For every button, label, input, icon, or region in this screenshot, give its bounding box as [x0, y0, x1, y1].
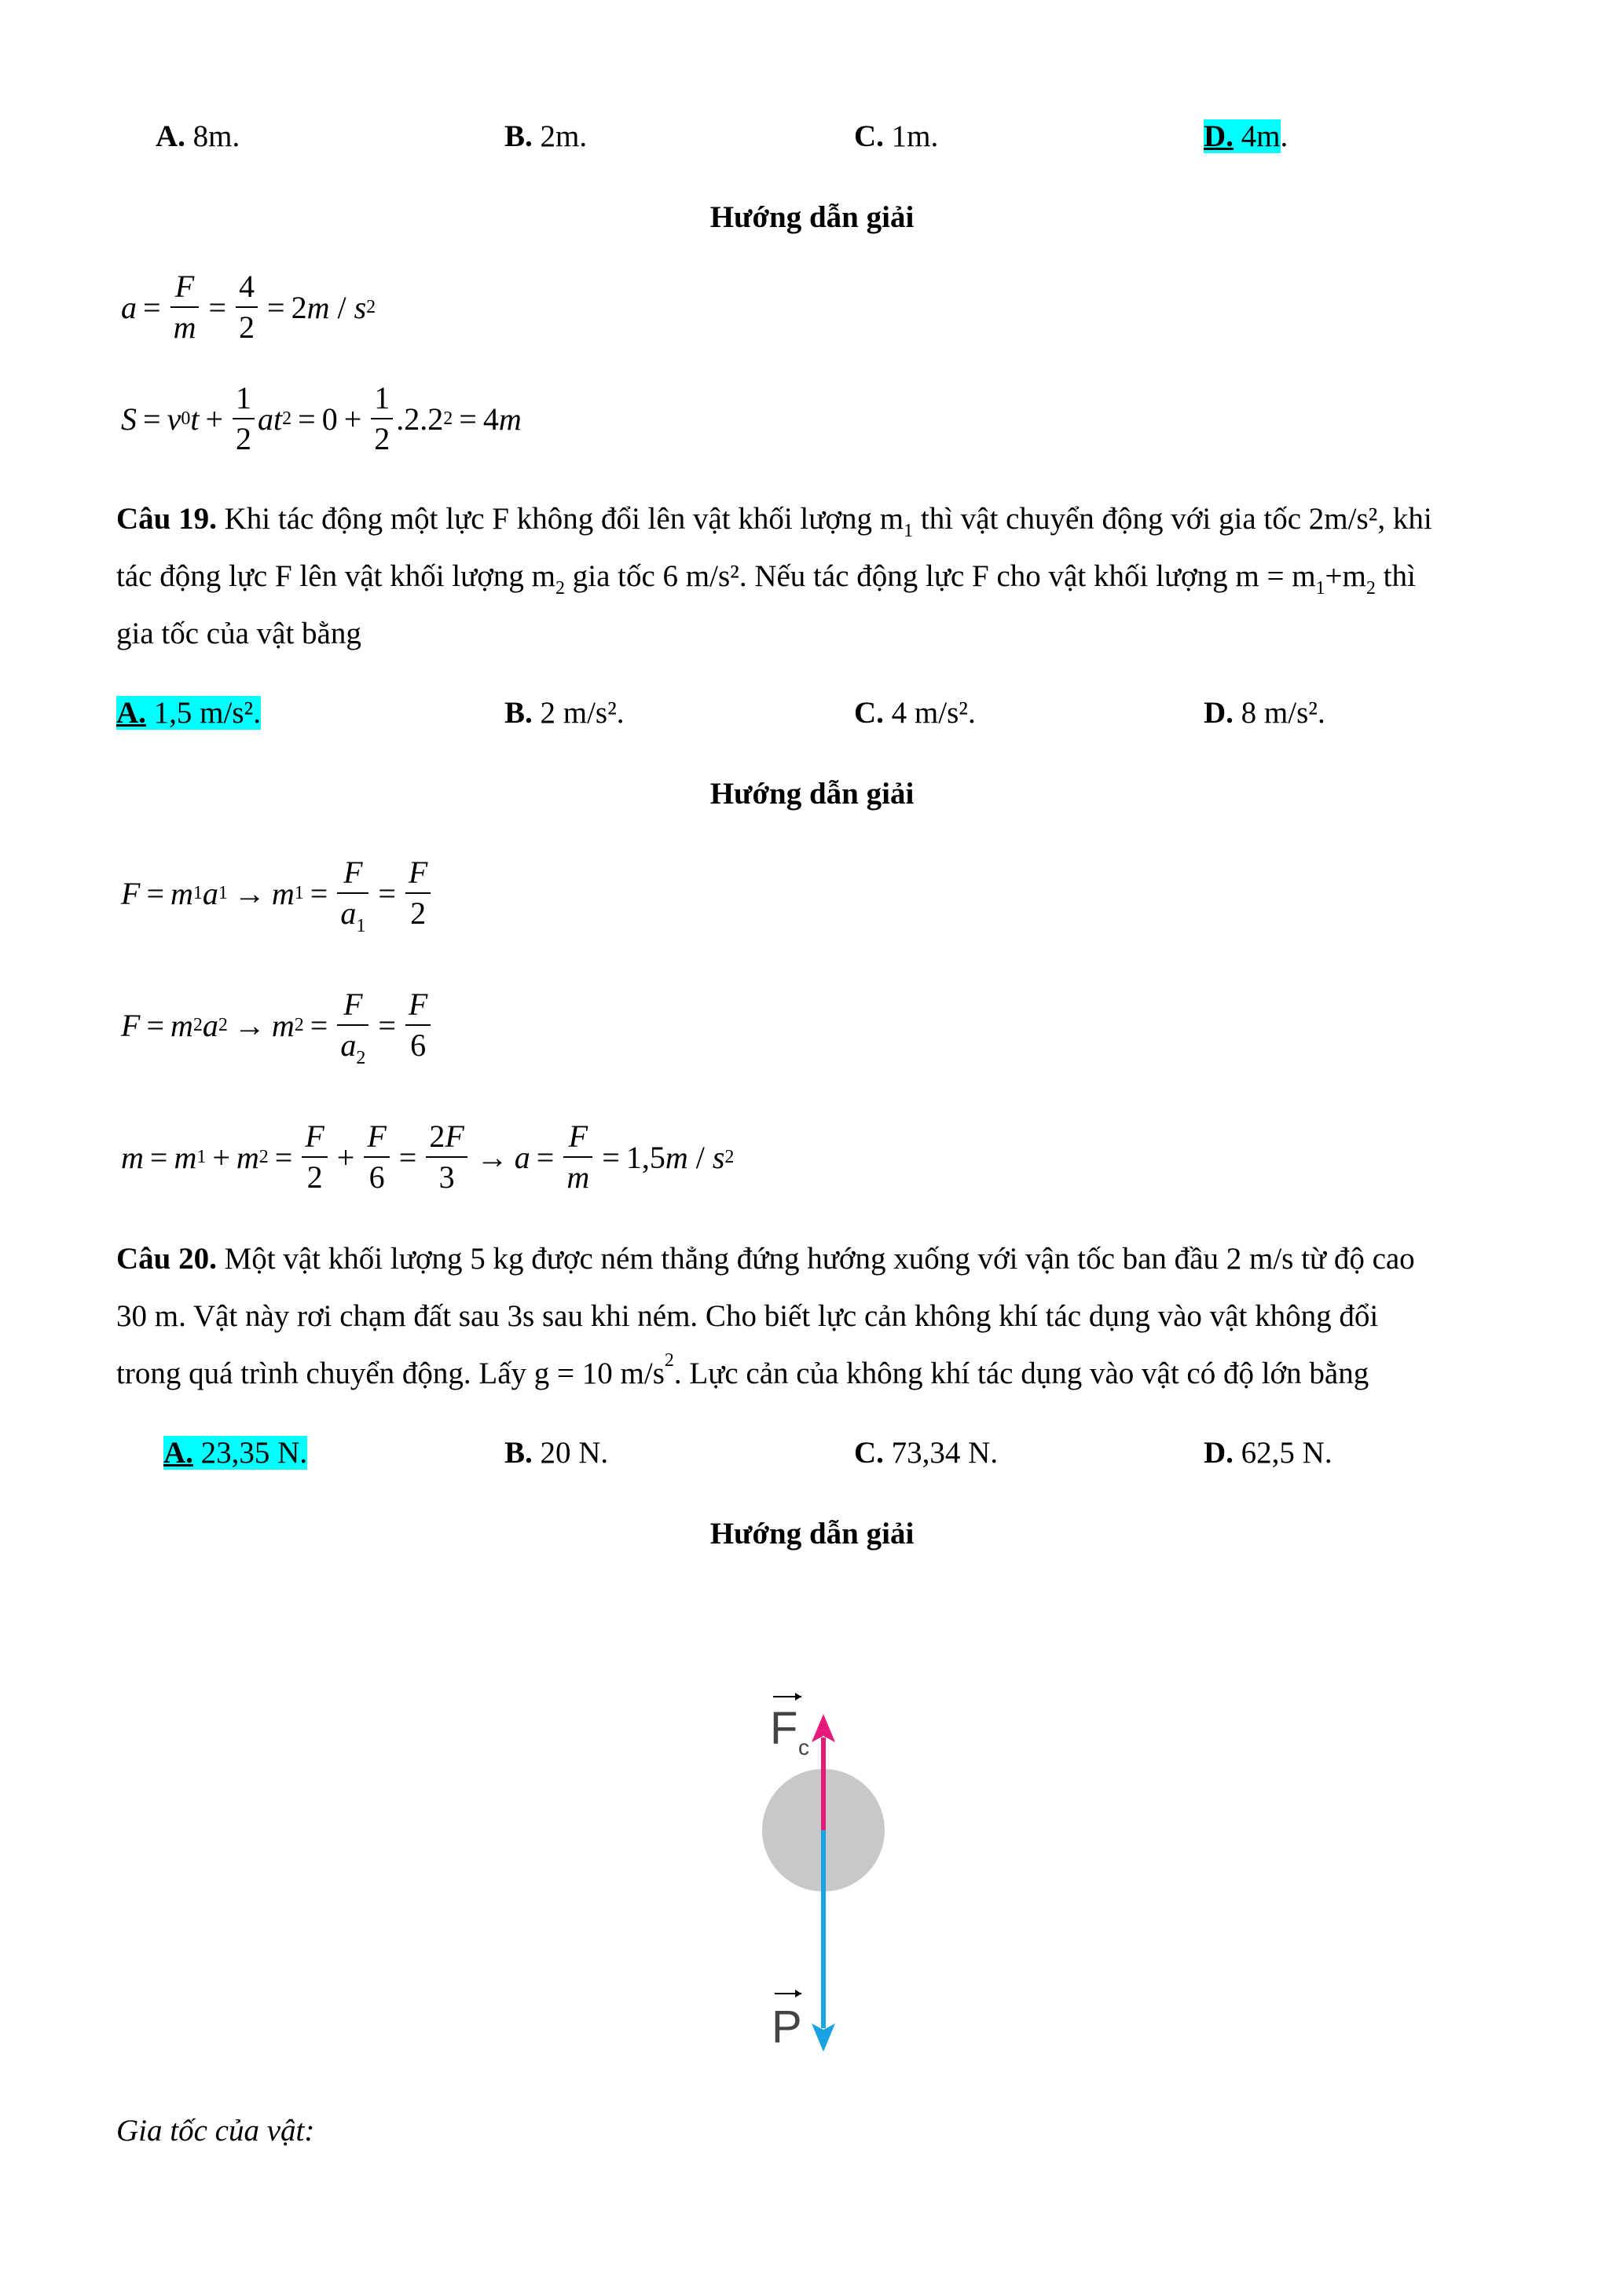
- q20-solution-heading: Hướng dẫn giải: [709, 1517, 915, 1551]
- q18-solution-heading: Hướng dẫn giải: [709, 200, 915, 234]
- q19-option-b: B. 2 m/s².: [504, 696, 625, 730]
- formula-acceleration: a = $\frac{F}{m}$ = $\frac{4}{2}$ = 2 m / s 2: [121, 269, 376, 345]
- formula-m1: F = m 1 a 1 → m 1 = $\frac{F}{a_1}$ = $\frac{F}{2}$: [121, 853, 434, 933]
- drag-force-subscript: c: [798, 1735, 809, 1760]
- drag-force-label: F: [770, 1703, 798, 1754]
- q18-option-c: C. 1m.: [854, 119, 939, 153]
- q18-option-d: D. 4m.: [1204, 119, 1289, 153]
- q20-option-b: B. 20 N.: [504, 1436, 609, 1470]
- q18-option-a: A. 8m.: [156, 119, 240, 153]
- q19-option-d: D. 8 m/s².: [1204, 696, 1325, 730]
- q19-option-c: C. 4 m/s².: [854, 696, 976, 730]
- q20-option-a: A. 23,35 N.: [163, 1436, 308, 1470]
- q19-solution-heading: Hướng dẫn giải: [709, 777, 915, 811]
- q20-question: Câu 20. Một vật khối lượng 5 kg được ném thẳng đứng hướng xuống với vận tốc ban đầu 2 m/s từ độ cao 30 m. Vật này rơi chạm đất sau 3s sau khi ném. Cho biết lực cản không khí tác dụng vào vật không đổi trong quá trình chuyển động. Lấy g = 10 $m/s^2$. Lực cản của không khí tác dụng vào vật có độ lớn bằng: [116, 1242, 1415, 1390]
- q19-option-a: A. 1,5 m/s².: [116, 696, 261, 730]
- q20-acceleration-note: Gia tốc của vật:: [116, 2114, 315, 2148]
- formula-m2: F = m 2 a 2 → m 2 = $\frac{F}{a_2}$ = $\frac{F}{6}$: [121, 985, 434, 1065]
- formula-mass-sum: m = m 1 + m 2 = $\frac{F}{2}$ + $\frac{F}{6}$ = $\frac{2F}{3}$ → a = $\frac{F}{m}$ = 1,5 m / s 2: [121, 1119, 735, 1195]
- q18-option-b: B. 2m.: [504, 119, 588, 153]
- q20-option-d: D. 62,5 N.: [1204, 1436, 1333, 1470]
- formula-distance: S = v 0 t + $\frac{1}{2}$ at 2 = 0 + $\frac{1}{2}$ .2.2 2 = 4 m: [121, 380, 522, 456]
- weight-label: P: [772, 2001, 802, 2052]
- q20-option-c: C. 73,34 N.: [854, 1436, 999, 1470]
- fc-vector-tip: [795, 1693, 801, 1701]
- q19-question: Câu 19. Khi tác động một lực F không đổi lên vật khối lượng $m_1$ thì vật chuyển động với gia tốc 2m/s², khi tác động lực F lên vật khối lượng $m_2$ gia tốc 6 m/s². Nếu tác động lực F cho vật khối lượng $m = m_1+m_2$ thì gia tốc của vật bằng: [116, 502, 1432, 650]
- p-vector-tip: [795, 1990, 801, 1998]
- force-diagram: [739, 1673, 911, 2066]
